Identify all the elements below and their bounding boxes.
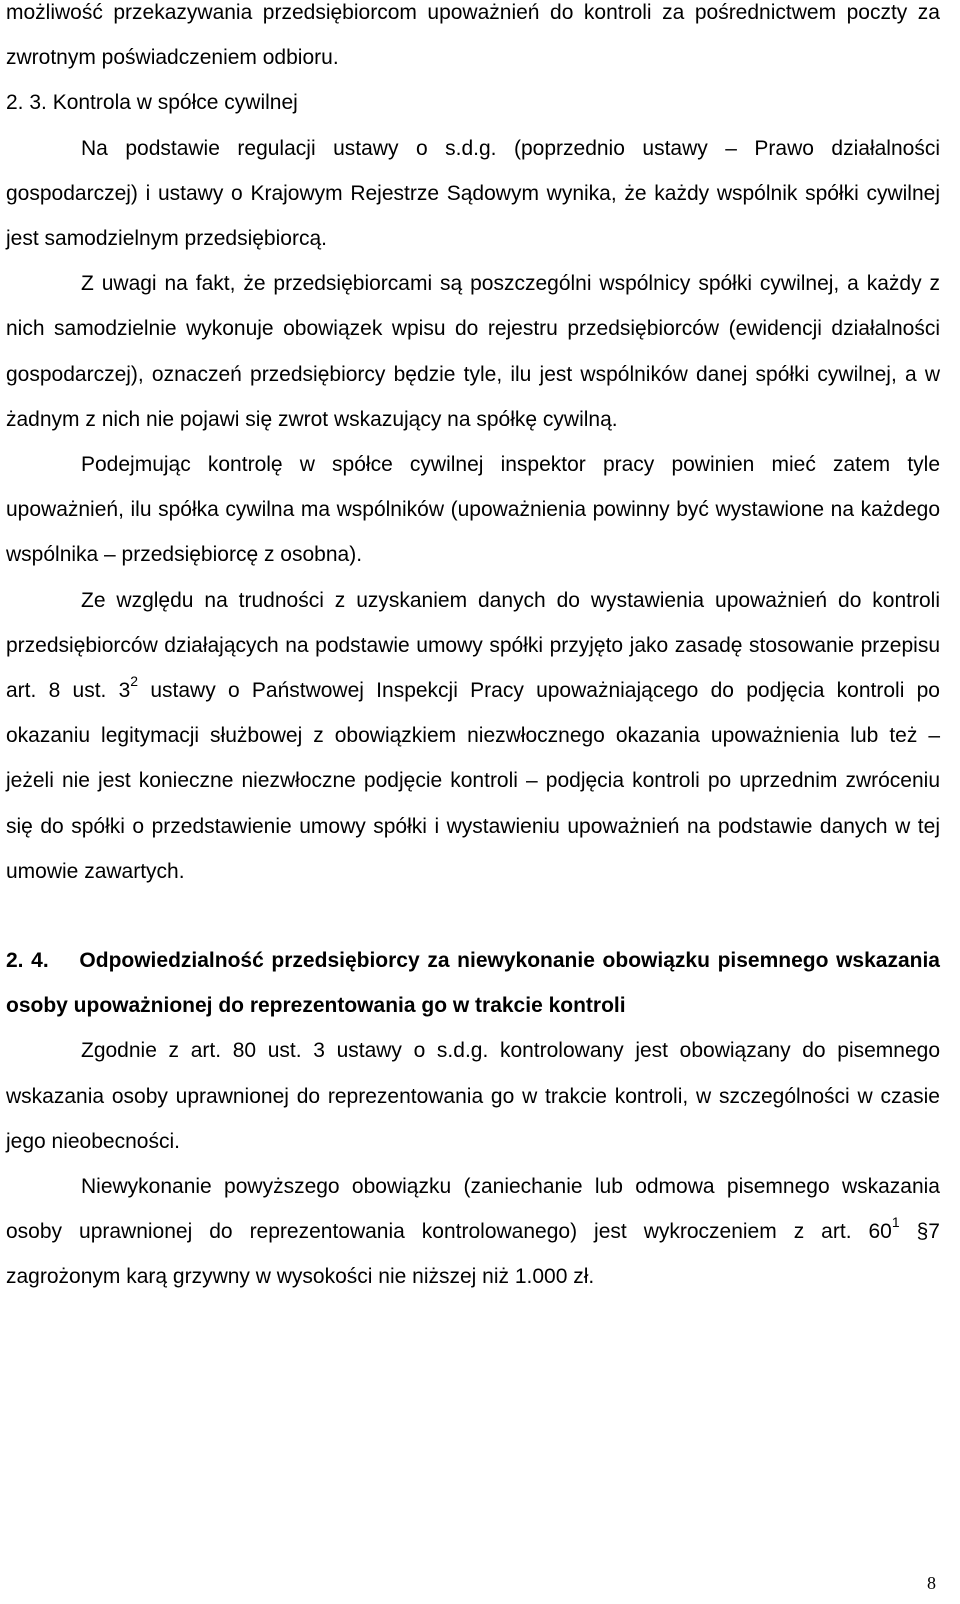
paragraph-continued: możliwość przekazywania przedsiębiorcom upoważnień do kontroli za pośrednictwem poczty za zwrotnym poświadczeniem odbioru. <box>6 1 940 70</box>
paragraph-2: Z uwagi na fakt, że przedsiębiorcami są poszczególni wspólnicy spółki cywilnej, a każdy z nich samodzielnie wykonuje obowiązek wpisu do rejestru przedsiębiorców (ewidencji działalności gospodarczej), oznaczeń przedsiębiorcy będzie tyle, ilu jest wspólników danej spółki cywilnej, a w żadnym z nich nie pojawi się zwrot wskazujący na spółkę cywilną. <box>6 272 940 431</box>
paragraph-4-part-b: ustawy o Państwowej Inspekcji Pracy upoważniającego do podjęcia kontroli po okazaniu legitymacji służbowej z obowiązkiem niezwłocznego okazania upoważnienia lub też – jeżeli nie jest konieczne niezwłoczne podjęcie kontroli – podjęcia kontroli po uprzednim zwróceniu się do spółki o przedstawienie umowy spółki i wystawieniu upoważnień na podstawie danych w tej umowie zawartych. <box>6 679 940 883</box>
paragraph-4-part-a: Ze względu na trudności z uzyskaniem danych do wystawienia upoważnień do kontroli przedsiębiorców działających na podstawie umowy spółki przyjęto jako zasadę stosowanie przepisu art. 8 ust. 3 <box>6 588 940 703</box>
section-title-2-4: Odpowiedzialność przedsiębiorcy za niewykonanie obowiązku pisemnego wskazania osoby upoważnionej do reprezentowania go w trakcie kontroli <box>6 949 940 1018</box>
section-heading-2-4 <box>6 938 940 1028</box>
paragraph-1: Na podstawie regulacji ustawy o s.d.g. (poprzednio ustawy – Prawo działalności gospodarczej) i ustawy o Krajowym Rejestrze Sądowym wynika, że każdy wspólnik spółki cywilnej jest samodzielnym przedsiębiorcą. <box>6 136 940 251</box>
paragraph-4 <box>6 578 940 894</box>
paragraph-6 <box>6 1164 940 1300</box>
section-gap <box>6 894 940 938</box>
page-number: 8 <box>927 1573 936 1593</box>
paragraph-3: Podejmując kontrolę w spółce cywilnej inspektor pracy powinien mieć zatem tyle upoważnień, ilu spółka cywilna ma wspólników (upoważnienia powinny być wystawione na każdego wspólnika – przedsiębiorcę z osobna). <box>6 453 940 567</box>
section-heading-2-3: 2. 3. Kontrola w spółce cywilnej <box>6 91 298 115</box>
paragraph-6-part-a: Niewykonanie powyższego obowiązku (zaniechanie lub odmowa pisemnego wskazania osoby uprawnionej do reprezentowania kontrolowanego) jest wykroczeniem z art. 60 <box>6 1175 940 1244</box>
superscript-1: 1 <box>891 1214 900 1231</box>
superscript-2: 2 <box>130 673 139 690</box>
paragraph-5: Zgodnie z art. 80 ust. 3 ustawy o s.d.g. kontrolowany jest obowiązany do pisemnego wskazania osoby uprawnionej do reprezentowania go w trakcie kontroli, w szczególności w czasie jego nieobecności. <box>6 1039 940 1153</box>
document-page <box>6 0 940 1300</box>
section-number-2-4: 2. 4. <box>6 949 49 973</box>
paragraph-6-part-b: §7 zagrożonym karą grzywny w wysokości nie niższej niż 1.000 zł. <box>6 1220 940 1289</box>
